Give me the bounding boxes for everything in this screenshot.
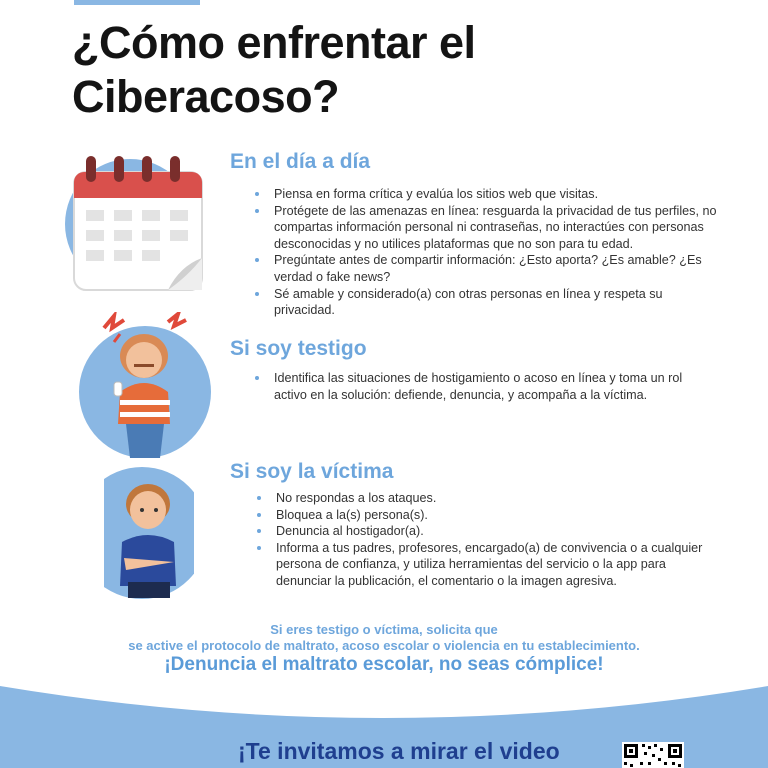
list-item: No respondas a los ataques. <box>276 490 718 507</box>
video-invitation: ¡Te invitamos a mirar el video <box>238 738 560 764</box>
page-title <box>72 16 692 124</box>
section-title-daily: En el día a día <box>230 150 371 173</box>
section-title-victim: Si soy la víctima <box>230 460 394 483</box>
section-title-witness: Si soy testigo <box>230 337 367 360</box>
slogan: ¡Denuncia el maltrato escolar, no seas cómplice! <box>164 654 604 675</box>
list-item: Bloquea a la(s) persona(s). <box>276 507 718 524</box>
cta-line-2: se active el protocolo de maltrato, acoso escolar o violencia en tu establecimiento. <box>128 638 640 653</box>
victim-bullet-list <box>254 490 718 590</box>
list-item: Denuncia al hostigador(a). <box>276 523 718 540</box>
top-accent-bar <box>74 0 200 5</box>
list-item: Piensa en forma crítica y evalúa los sitios web que visitas. <box>274 186 718 203</box>
cta-line-1: Si eres testigo o víctima, solicita que <box>270 622 498 637</box>
title-line-2: Ciberacoso? <box>72 71 340 122</box>
victim-boy-icon <box>104 462 194 600</box>
list-item: Identifica las situaciones de hostigamiento o acoso en línea y toma un rol activo en la solución: defiende, denuncia, y acompaña a la víctima. <box>274 370 714 403</box>
calendar-icon <box>60 144 220 304</box>
qr-code-icon[interactable] <box>622 742 684 768</box>
witness-bullet-list <box>252 370 714 403</box>
title-line-1: ¿Cómo enfrentar el <box>72 17 476 68</box>
list-item: Pregúntate antes de compartir información: ¿Esto aporta? ¿Es amable? ¿Es verdad o fake news? <box>274 252 718 285</box>
list-item: Protégete de las amenazas en línea: resguarda la privacidad de tus perfiles, no compartas información personal ni contraseñas, no interactúes con personas desconocidas y no utilices plataformas que no son para tu edad. <box>274 203 717 251</box>
list-item: Informa a tus padres, profesores, encargado(a) de convivencia o a cualquier persona de confianza, y utiliza herramientas del servicio o la app para denunciar la publicación, el comentario o la imagen agresiva. <box>276 540 718 590</box>
list-item: Sé amable y considerado(a) con otras personas en línea y respeta su privacidad. <box>274 286 718 319</box>
daily-bullet-list <box>252 186 718 319</box>
witness-girl-icon <box>74 312 224 460</box>
